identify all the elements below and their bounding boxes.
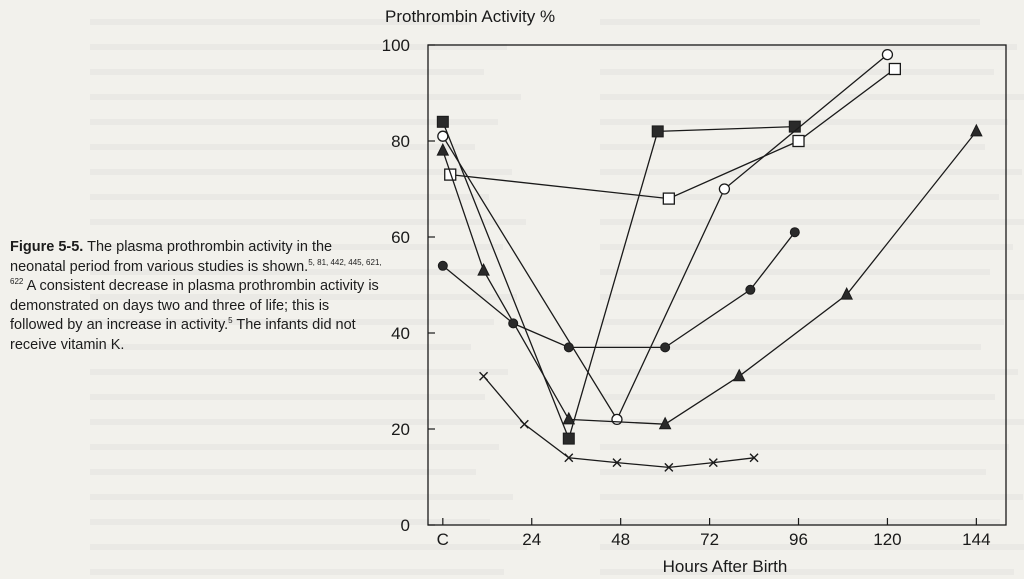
filled-square-marker bbox=[563, 433, 574, 444]
filled-circle-marker bbox=[564, 343, 573, 352]
caption-text-3: The infants did not receive vitamin K. bbox=[10, 317, 356, 353]
x-tick-label: 96 bbox=[789, 530, 808, 549]
y-tick-label: 80 bbox=[391, 132, 410, 151]
x-tick-label: 24 bbox=[522, 530, 542, 549]
caption-text-1: The plasma prothrombin activity in the neonatal period from various studies is shown. bbox=[10, 239, 333, 275]
open-circle-marker bbox=[719, 184, 729, 194]
filled-triangle-marker bbox=[971, 125, 982, 136]
filled-circle-marker bbox=[509, 319, 518, 328]
caption-text-2: A consistent decrease in plasma prothrombin activity is demonstrated on days two and three of life; this is followed by an increase in activity. bbox=[10, 278, 379, 333]
open-circle-marker bbox=[438, 131, 448, 141]
x-tick-label: 48 bbox=[611, 530, 631, 549]
y-tick-label: 20 bbox=[391, 420, 410, 439]
open-circle-marker bbox=[882, 50, 892, 60]
x-marker bbox=[480, 372, 488, 380]
filled-circle-marker bbox=[661, 343, 670, 352]
series-line-open-square bbox=[450, 69, 895, 199]
open-square-marker bbox=[663, 193, 674, 204]
filled-triangle-marker bbox=[478, 264, 489, 275]
y-tick-label: 40 bbox=[391, 324, 410, 343]
filled-circle-marker bbox=[790, 228, 799, 237]
y-tick-label: 0 bbox=[400, 516, 410, 535]
filled-triangle-marker bbox=[563, 413, 574, 424]
plot-frame bbox=[428, 45, 1006, 525]
series-line-filled-triangle bbox=[443, 131, 977, 424]
open-square-marker bbox=[793, 136, 804, 147]
caption-ref-2: 5 bbox=[228, 316, 233, 326]
filled-circle-marker bbox=[438, 261, 447, 270]
x-axis-label: Hours After Birth bbox=[662, 557, 788, 576]
filled-triangle-marker bbox=[437, 144, 448, 155]
chart-title: Prothrombin Activity % bbox=[385, 7, 556, 26]
open-square-marker bbox=[889, 64, 900, 75]
filled-triangle-marker bbox=[734, 370, 745, 381]
x-tick-label: 144 bbox=[962, 530, 991, 549]
filled-circle-marker bbox=[746, 285, 755, 294]
filled-triangle-marker bbox=[660, 418, 671, 429]
x-marker bbox=[520, 420, 528, 428]
caption-refs: 5, 81, 442, 445, 621, 622 bbox=[10, 257, 382, 287]
open-circle-marker bbox=[612, 414, 622, 424]
series-line-open-circle bbox=[443, 55, 888, 420]
series-line-filled-circle bbox=[443, 232, 795, 347]
y-tick-label: 60 bbox=[391, 228, 410, 247]
x-tick-label: C bbox=[436, 530, 449, 549]
figure-label: Figure 5-5. bbox=[10, 239, 84, 255]
x-tick-label: 72 bbox=[700, 530, 720, 549]
x-tick-label: 120 bbox=[873, 530, 902, 549]
filled-square-marker bbox=[437, 116, 448, 127]
y-tick-label: 100 bbox=[381, 36, 410, 55]
filled-square-marker bbox=[652, 126, 663, 137]
